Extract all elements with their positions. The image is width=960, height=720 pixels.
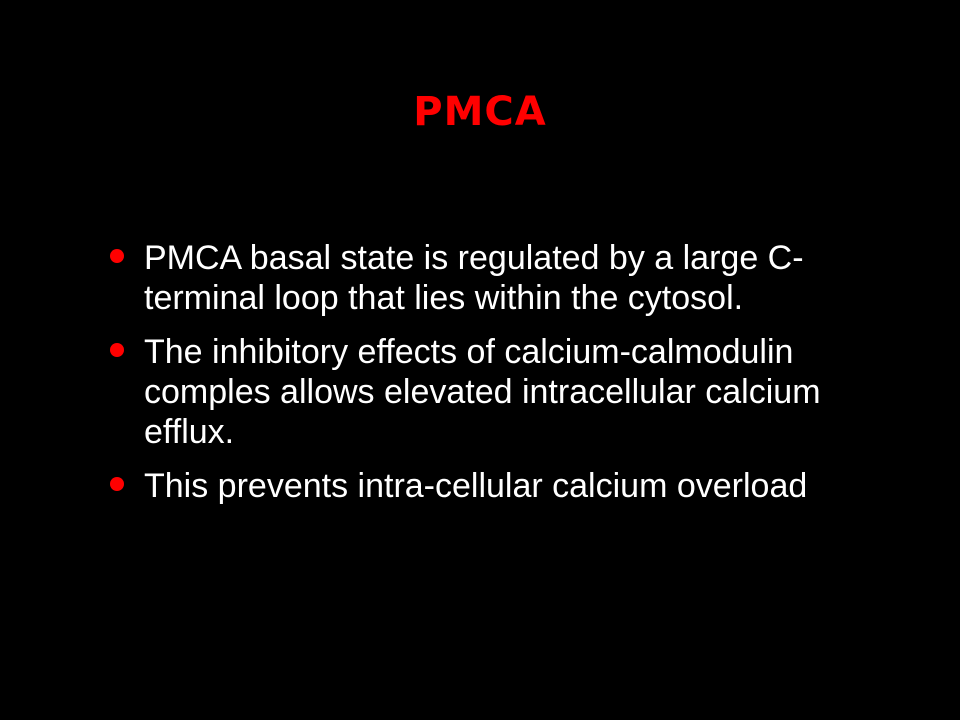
bullet-item <box>104 332 894 452</box>
bullet-icon <box>110 477 124 491</box>
bullet-text: This prevents intra-cellular calcium overload <box>144 467 808 505</box>
bullet-text: The inhibitory effects of calcium-calmodulin comples allows elevated intracellular calcium efflux. <box>144 333 821 451</box>
slide-title: PMCA <box>413 89 547 135</box>
bullet-icon <box>110 249 124 263</box>
bullet-item <box>104 466 894 506</box>
bullet-text: PMCA basal state is regulated by a large C-terminal loop that lies within the cytosol. <box>144 239 804 317</box>
bullet-list <box>104 238 894 520</box>
bullet-icon <box>110 343 124 357</box>
bullet-item <box>104 238 894 318</box>
